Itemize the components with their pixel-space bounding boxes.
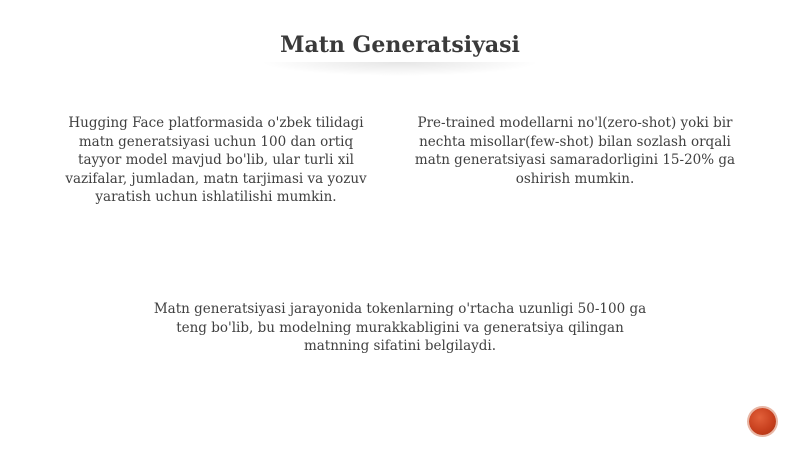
slide-title: Matn Generatsiyasi [280, 32, 520, 58]
right-text-block: Pre-trained modellarni no'l(zero-shot) yoki bir nechta misollar(few-shot) bilan sozlash orqali matn generatsiyasi samaradorligini 15-20% ga oshirish mumkin. [414, 115, 736, 187]
left-text-block: Hugging Face platformasida o'zbek tilidagi matn generatsiyasi uchun 100 dan ortiq tayyor model mavjud bo'lib, ular turli xil vazifalar, jumladan, matn tarjimasi va yozuv yaratish uchun ishlatilishi mumkin. [65, 115, 367, 205]
next-slide-icon[interactable] [749, 408, 776, 435]
bottom-text-block: Matn generatsiyasi jarayonida tokenlarning o'rtacha uzunligi 50-100 ga teng bo'lib, bu modelning murakkabligini va generatsiya qilingan matnning sifatini belgilaydi. [153, 301, 647, 354]
title-shadow [260, 62, 540, 76]
